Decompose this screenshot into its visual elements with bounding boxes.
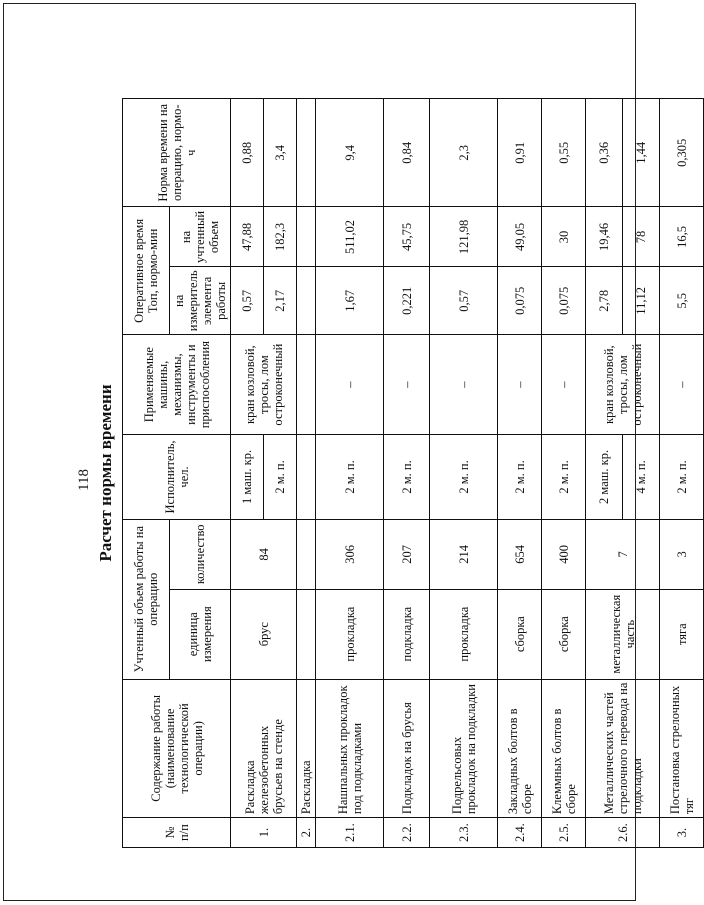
row-norm: 9,4 [316,99,384,208]
table-row [384,99,430,848]
row-num: 1. [231,818,297,848]
row-per-element: 1,67 [316,267,384,335]
row-content: Клеммных болтов в сборе [542,679,586,818]
row-per-volume: 121,98 [430,207,498,267]
row-qty: 306 [316,519,384,589]
row-per-volume: 78 [623,207,660,267]
row-norm: 0,55 [542,99,586,208]
row-tools: – [498,335,542,435]
row-qty: 7 [586,519,660,589]
row-per-element: 0,57 [231,267,264,335]
table-row [586,99,623,848]
table-row [498,99,542,848]
page-number: 118 [76,469,92,491]
row-norm: 0,36 [586,99,623,208]
row-num: 3. [660,818,704,848]
row-content: Металлических частей стрелочного перевода на подкладки [586,679,660,818]
row-content: Раскладка [297,679,316,818]
row-tools: – [660,335,704,435]
table-row [231,99,264,848]
row-qty: 207 [384,519,430,589]
row-norm: 0,88 [231,99,264,208]
row-per-volume: 19,46 [586,207,623,267]
row-per-volume: 511,02 [316,207,384,267]
header-num: № п/п [123,818,231,848]
row-norm: 2,3 [430,99,498,208]
time-norm-table-wrapper [122,98,704,848]
header-optime: Оперативное время Топ, нормо-мин [123,207,170,335]
row-tools: кран козловой, тросы, лом остроконечный [231,335,297,435]
row-qty: 400 [542,519,586,589]
header-row-1 [123,99,170,848]
row-tools: – [430,335,498,435]
row-qty: 3 [660,519,704,589]
row-per-element: 2,17 [264,267,297,335]
row-per-element: 0,221 [384,267,430,335]
row-num: 2.3. [430,818,498,848]
row-num: 2.5. [542,818,586,848]
row-num: 2.6. [586,818,660,848]
row-per-volume: 45,75 [384,207,430,267]
row-unit: металлическая часть [586,589,660,679]
table-row [660,99,704,848]
row-qty: 214 [430,519,498,589]
table-row [297,99,316,848]
row-unit: прокладка [316,589,384,679]
row-per-volume: 16,5 [660,207,704,267]
row-per-volume: 49,05 [498,207,542,267]
row-per-element: 5,5 [660,267,704,335]
row-unit: сборка [498,589,542,679]
header-content: Содержание работы (наименование технологической операции) [123,679,231,818]
row-unit: подкладка [384,589,430,679]
row-qty: 654 [498,519,542,589]
row-per-element: 11,12 [623,267,660,335]
row-per-element: 0,075 [498,267,542,335]
row-unit: тяга [660,589,704,679]
row-num: 2.4. [498,818,542,848]
page-title: Расчет нормы времени [96,384,115,562]
row-per-element: 0,075 [542,267,586,335]
row-norm: 0,305 [660,99,704,208]
row-norm: 0,91 [498,99,542,208]
row-tools: – [542,335,586,435]
header-per-volume: на учтенный объем [170,207,231,267]
row-tools: кран козловой, тросы, лом остроконечный [586,335,660,435]
row-performer: 4 м. п. [623,435,660,520]
row-per-element: 2,78 [586,267,623,335]
table-row [430,99,498,848]
row-performer: 2 м. п. [498,435,542,520]
row-per-element: 0,57 [430,267,498,335]
row-performer: 1 маш. кр. [231,435,264,520]
row-per-volume: 182,3 [264,207,297,267]
row-norm: 1,44 [623,99,660,208]
header-norm: Норма времени на операцию, нормо-ч [123,99,231,208]
row-unit: прокладка [430,589,498,679]
row-performer: 2 м. п. [660,435,704,520]
table-row [542,99,586,848]
header-tools: Применяемые машины, механизмы, инструменты и приспособления [123,335,231,435]
row-num: 2. [297,818,316,848]
time-norm-table [122,98,704,848]
row-norm: 3,4 [264,99,297,208]
row-performer: 2 м. п. [430,435,498,520]
row-performer: 2 маш. кр. [586,435,623,520]
row-performer: 2 м. п. [316,435,384,520]
row-performer: 2 м. п. [264,435,297,520]
row-num: 2.2. [384,818,430,848]
row-tools: – [316,335,384,435]
row-tools: – [384,335,430,435]
row-performer: 2 м. п. [542,435,586,520]
rotated-page-content [72,98,696,848]
row-content: Постановка стрелочных тяг [660,679,704,818]
row-per-volume: 30 [542,207,586,267]
row-content: Закладных болтов в сборе [498,679,542,818]
header-qty: количество [170,519,231,589]
row-content: Подкладок на брусья [384,679,430,818]
header-volume: Учтенный объем работы на операцию [123,519,170,679]
header-unit: единица измерения [170,589,231,679]
header-performer: Исполнитель, чел. [123,435,231,520]
row-unit: брус [231,589,297,679]
row-num: 2.1. [316,818,384,848]
row-content: Нашпальных прокладок под подкладками [316,679,384,818]
table-row [316,99,384,848]
row-unit: сборка [542,589,586,679]
row-performer: 2 м. п. [384,435,430,520]
header-per-element: на измеритель элемента работы [170,267,231,335]
row-content: Раскладка железобетонных брусьев на стенде [231,679,297,818]
row-qty: 84 [231,519,297,589]
row-content: Подрельсовых прокладок на подкладки [430,679,498,818]
row-per-volume: 47,88 [231,207,264,267]
row-norm: 0,84 [384,99,430,208]
